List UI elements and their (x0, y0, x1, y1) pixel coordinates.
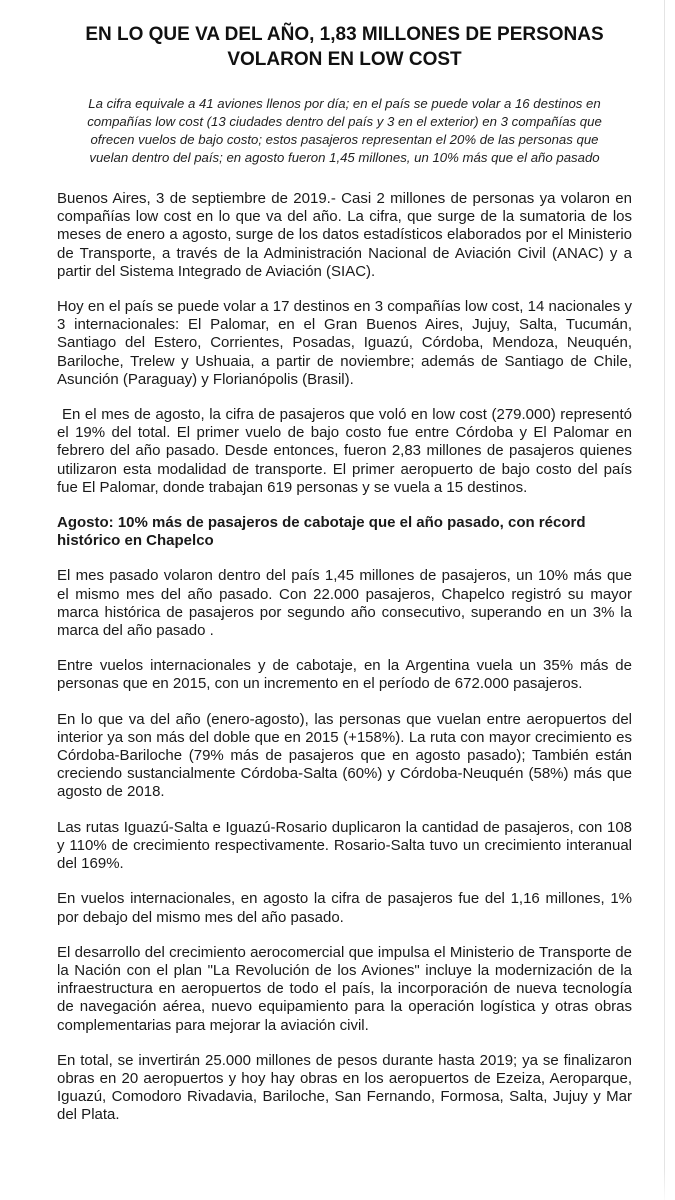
bottom-fade (0, 1168, 675, 1200)
paragraph-revolution-plan: El desarrollo del crecimiento aerocomercial que impulsa el Ministerio de Transporte de la Nación con el plan "La Revolución de los Aviones" incluye la modernización de la infraestructura en aeropuertos de todo el país, la incorporación de nueva tecnología de navegación aérea, nuevo equipamiento para la operación logística y otras obras complementarias para mejorar la aviación civil. (57, 943, 632, 1034)
paragraph-cabotaje: El mes pasado volaron dentro del país 1,45 millones de pasajeros, un 10% más que el mismo mes del año pasado. Con 22.000 pasajeros, Chapelco registró su mayor marca histórica de pasajeros por segundo año consecutivo, superando en un 3% la marca del año pasado . (57, 567, 632, 640)
paragraph-growth-2015: Entre vuelos internacionales y de cabotaje, en la Argentina vuela un 35% más de personas que en 2015, con un incremento en el período de 672.000 pasajeros. (57, 657, 632, 693)
subtitle-line: vuelan dentro del país; en agosto fueron 1,45 millones, un 10% más que el año pasado (89, 150, 600, 165)
paragraph-international: En vuelos internacionales, en agosto la cifra de pasajeros fue del 1,16 millones, 1% por debajo del mismo mes del año pasado. (57, 890, 632, 926)
subtitle-line: La cifra equivale a 41 aviones llenos por día; en el país se puede volar a 16 destinos en (88, 96, 601, 111)
subtitle-line: compañías low cost (13 ciudades dentro del país y 3 en el exterior) en 3 compañías que (87, 114, 602, 129)
subtitle-line: ofrecen vuelos de bajo costo; estos pasajeros representan el 20% de las personas que (90, 132, 599, 147)
section-heading: Agosto: 10% más de pasajeros de cabotaje que el año pasado, con récord histórico en Chapelco (57, 514, 586, 550)
title-line: EN LO QUE VA DEL AÑO, 1,83 MILLONES DE PERSONAS (85, 24, 604, 45)
paragraph-investment: En total, se invertirán 25.000 millones de pesos durante hasta 2019; ya se finalizaron obras en 20 aeropuertos y hoy hay obras en los aeropuertos de Ezeiza, Aeroparque, Iguazú, Comodoro Rivadavia, Bariloche, San Fernando, Formosa, Salta, Jujuy y Mar del Plata. (57, 1051, 632, 1124)
paragraph-destinations: Hoy en el país se puede volar a 17 destinos en 3 compañías low cost, 14 nacionales y 3 internacionales: El Palomar, en el Gran Buenos Aires, Jujuy, Salta, Tucumán, Santiago del Estero, Corrientes, Posadas, Iguazú, Córdoba, Mendoza, Neuquén, Bariloche, Trelew y Ushuaia, a partir de noviembre; además de Santiago de Chile, Asunción (Paraguay) y Florianópolis (Brasil). (57, 298, 632, 388)
paragraph-august-lowcost: En el mes de agosto, la cifra de pasajeros que voló en low cost (279.000) representó el 19% del total. El primer vuelo de bajo costo fue entre Córdoba y El Palomar en febrero del año pasado. Desde entonces, fueron 2,83 millones de pasajeros quienes utilizaron esta modalidad de transporte. El primer aeropuerto de bajo costo del país fue El Palomar, donde trabajan 619 personas y se vuela a 15 destinos. (57, 406, 632, 496)
page-edge (664, 0, 665, 1200)
paragraph-interior-routes: En lo que va del año (enero-agosto), las personas que vuelan entre aeropuertos del interior ya son más del doble que en 2015 (+158%). La ruta con mayor crecimiento es Córdoba-Bariloche (79% más de pasajeros que en agosto pasado); También están creciendo sustancialmente Córdoba-Salta (60%) y Córdoba-Neuquén (58%) más que agosto de 2018. (57, 710, 632, 801)
press-release (57, 22, 632, 1142)
paragraph-iguazu-routes: Las rutas Iguazú-Salta e Iguazú-Rosario duplicaron la cantidad de pasajeros, con 108 y 110% de crecimiento respectivamente. Rosario-Salta tuvo un crecimiento interanual del 169%. (57, 818, 632, 873)
title-line: VOLARON EN LOW COST (227, 49, 462, 70)
subtitle (57, 95, 632, 167)
page-title (57, 22, 632, 72)
paragraph-intro: Buenos Aires, 3 de septiembre de 2019.- Casi 2 millones de personas ya volaron en compañías low cost en lo que va del año. La cifra, que surge de la sumatoria de los meses de enero a agosto, surge de los datos estadísticos elaborados por el Ministerio de Transporte, a través de la Administración Nacional de Aviación Civil (ANAC) y a partir del Sistema Integrado de Aviación (SIAC). (57, 190, 632, 280)
